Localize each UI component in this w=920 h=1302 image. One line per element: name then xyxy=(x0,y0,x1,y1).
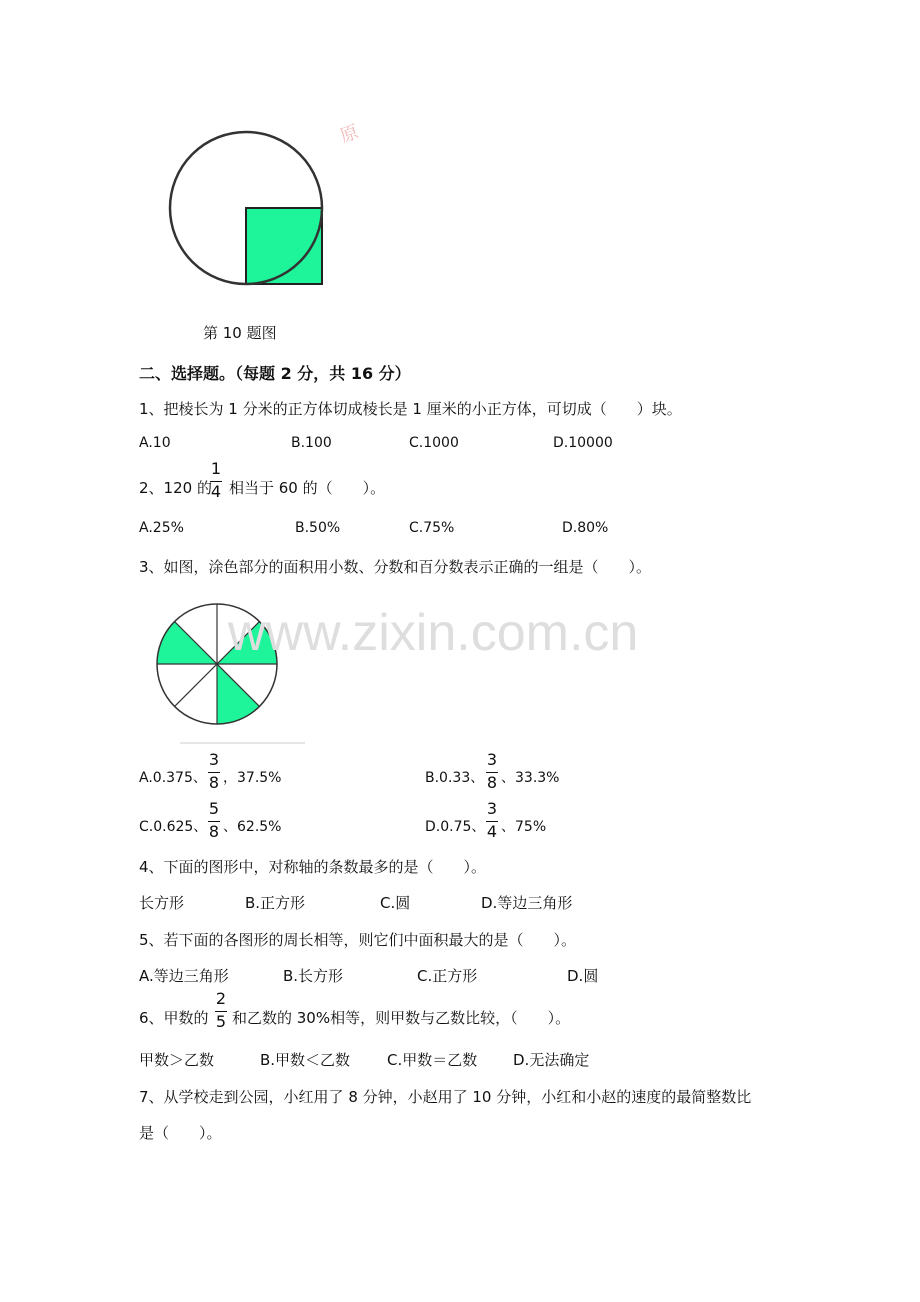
question-4: 4、下面的图形中，对称轴的条数最多的是（ ）。 xyxy=(139,858,487,876)
q4-option-d: D.等边三角形 xyxy=(481,894,573,912)
q2-option-d: D.80% xyxy=(562,520,609,536)
q2-option-b: B.50% xyxy=(295,520,341,536)
q4-option-a: 长方形 xyxy=(139,894,185,912)
fraction-denominator: 5 xyxy=(215,1012,227,1031)
question-5: 5、若下面的各图形的周长相等，则它们中面积最大的是（ ）。 xyxy=(139,931,577,949)
q3-option-a-post: ，37.5% xyxy=(223,770,282,786)
q3-option-b-pre: B.0.33、 xyxy=(425,770,485,786)
q6-option-b: B.甲数＜乙数 xyxy=(260,1051,351,1069)
q1-option-b: B.100 xyxy=(291,435,332,451)
q1-option-c: C.1000 xyxy=(409,435,459,451)
question-7-line2: 是（ ）。 xyxy=(139,1124,222,1142)
question-7-line1: 7、从学校走到公园，小红用了 8 分钟，小赵用了 10 分钟，小红和小赵的速度的最简整数比 xyxy=(139,1088,752,1106)
q3-option-a-fraction: 3 8 xyxy=(208,750,220,792)
q3-option-a-pre: A.0.375、 xyxy=(139,770,207,786)
section-header: 二、选择题。（每题 2 分，共 16 分） xyxy=(139,364,411,383)
figure-10-diagram xyxy=(165,125,335,295)
q1-option-a: A.10 xyxy=(139,435,171,451)
stamp-mark: 原 xyxy=(337,121,362,148)
question-6-pre: 6、甲数的 xyxy=(139,1009,209,1027)
q6-option-c: C.甲数＝乙数 xyxy=(387,1051,478,1069)
q3-option-d-fraction: 3 4 xyxy=(486,799,498,841)
figure-10-caption: 第 10 题图 xyxy=(203,324,277,342)
question-2-post: 相当于 60 的（ ）。 xyxy=(229,479,386,497)
q3-option-c-fraction: 5 8 xyxy=(208,799,220,841)
watermark: www.zixin.com.cn xyxy=(228,604,639,662)
fraction-denominator: 4 xyxy=(210,482,222,501)
fraction-numerator: 2 xyxy=(215,989,227,1008)
shaded-sector-1 xyxy=(157,622,217,664)
q3-option-c-pre: C.0.625、 xyxy=(139,819,208,835)
question-3: 3、如图，涂色部分的面积用小数、分数和百分数表示正确的一组是（ ）。 xyxy=(139,558,652,576)
q3-option-c-post: 、62.5% xyxy=(223,819,282,835)
q6-option-d: D.无法确定 xyxy=(513,1051,590,1069)
q5-option-b: B.长方形 xyxy=(283,967,344,985)
q1-option-d: D.10000 xyxy=(553,435,613,451)
q3-option-b-post: 、33.3% xyxy=(501,770,560,786)
q4-option-c: C.圆 xyxy=(380,894,411,912)
q2-option-a: A.25% xyxy=(139,520,184,536)
q2-fraction xyxy=(209,461,223,502)
q5-option-a: A.等边三角形 xyxy=(139,967,229,985)
q5-option-d: D.圆 xyxy=(567,967,599,985)
question-2-pre: 2、120 的 xyxy=(139,479,212,497)
q4-option-b: B.正方形 xyxy=(245,894,306,912)
q6-fraction xyxy=(214,991,228,1032)
q3-option-d-post: 、75% xyxy=(501,819,547,835)
question-6-post: 和乙数的 30%相等，则甲数与乙数比较，（ ）。 xyxy=(232,1009,571,1027)
fraction-numerator: 1 xyxy=(210,459,222,478)
q6-option-a: 甲数＞乙数 xyxy=(139,1051,215,1069)
q2-option-c: C.75% xyxy=(409,520,455,536)
q3-option-b-fraction: 3 8 xyxy=(486,750,498,792)
shaded-sector-3 xyxy=(217,664,259,724)
q5-option-c: C.正方形 xyxy=(417,967,478,985)
q3-option-d-pre: D.0.75、 xyxy=(425,819,486,835)
question-1: 1、把棱长为 1 分米的正方体切成棱长是 1 厘米的小正方体，可切成（ ）块。 xyxy=(139,400,682,418)
